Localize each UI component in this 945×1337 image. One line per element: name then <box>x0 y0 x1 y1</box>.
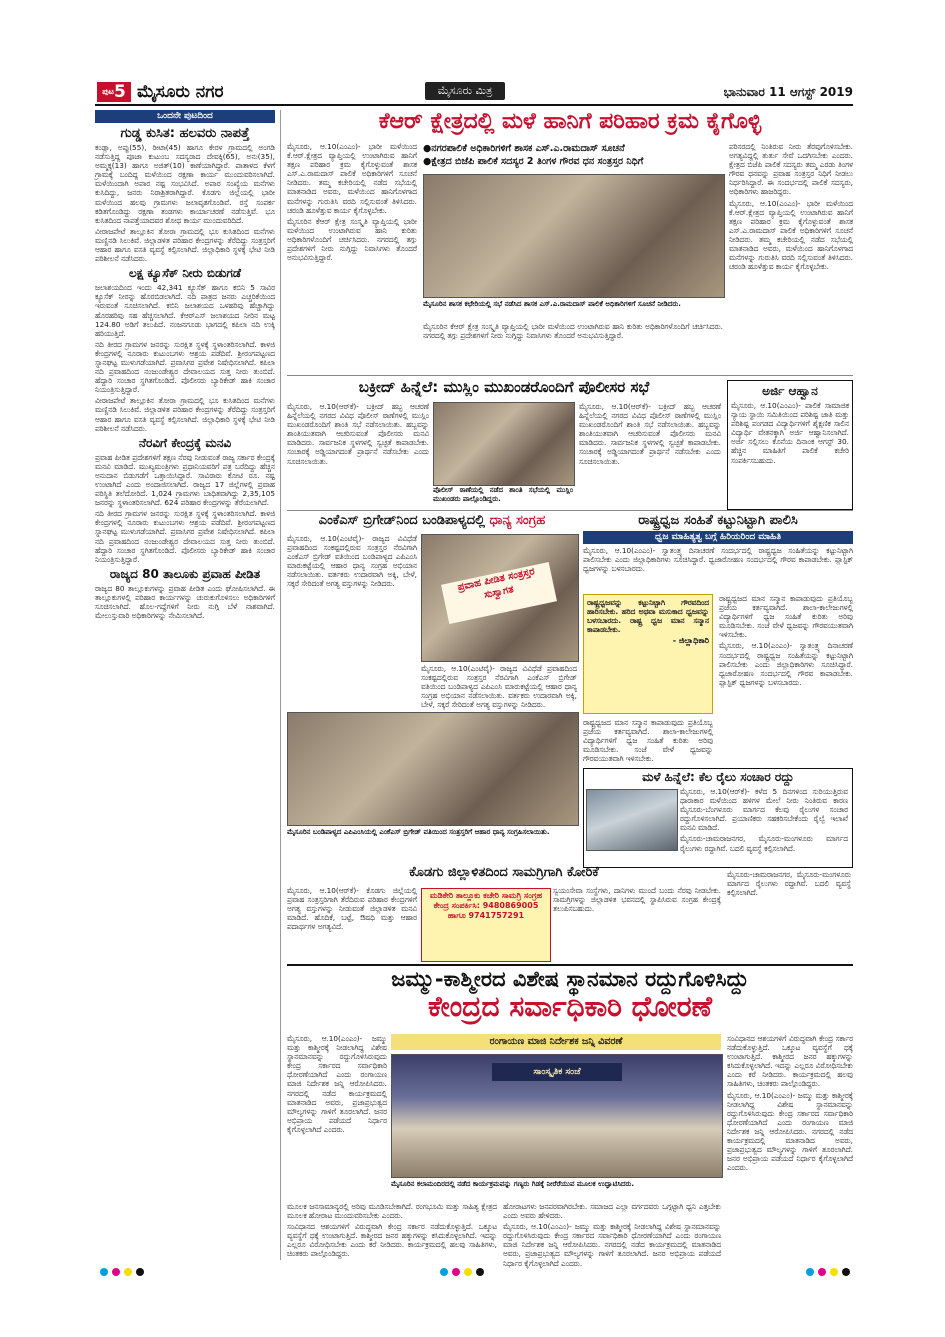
food-drive-headline <box>287 514 577 528</box>
flag-code-quote-box <box>583 594 713 714</box>
left-body-6: ರಾಜ್ಯದ 80 ತಾಲ್ಲೂಕುಗಳನ್ನು ಪ್ರವಾಹ ಪೀಡಿತ ಎಂದು ಘೋಷಿಸಲಾಗಿದೆ. ಈ ತಾಲ್ಲೂಕುಗಳಲ್ಲಿ ಪರಿಹಾರ ಕಾರ್ಯಗಳನ್ನು ಚುರುಕುಗೊಳಿಸಲು ಅಧಿಕಾರಿಗಳಿಗೆ ಸೂಚಿಸಲಾಗಿದೆ. ಹೊಲ-ಗದ್ದೆಗಳಿಗೆ ನೀರು ನುಗ್ಗಿ ಬೆಳೆ ನಾಶವಾಗಿದೆ. ಮೇಲುಸ್ತುವಾರಿ ಅಧಿಕಾರಿಗಳನ್ನು ನೇಮಿಸಲಾಗಿದೆ. <box>95 583 275 621</box>
left-body-3: ಜಲಾಶಯದಿಂದ ಇಂದು 42,341 ಕ್ಯೂಸೆಕ್ ಹಾಗೂ ಕಬಿನಿ 5 ಸಾವಿರ ಕ್ಯೂಸೆಕ್ ನೀರನ್ನು ಹೊರಬಿಡಲಾಗಿದೆ. ನದಿ ಪಾತ್ರದ ಜನರು ಎಚ್ಚರಿಕೆಯಿಂದ ಇರುವಂತೆ ಸೂಚಿಸಲಾಗಿದೆ. ಕಬಿನಿ ಜಲಾಶಯದ ಒಳಹರಿವು ಹೆಚ್ಚಾಗಿದ್ದು ಹೊರಹರಿವು ಸಹ ಹೆಚ್ಚಿಸಲಾಗಿದೆ. ಕೆಆರ್‌ಎಸ್ ಜಲಾಶಯದ ನೀರಿನ ಮಟ್ಟ 124.80 ಅಡಿಗೆ ತಲುಪಿದೆ. ನಂಜನಗೂಡು ಭಾಗದಲ್ಲಿ ಕಪಿಲಾ ನದಿ ಉಕ್ಕಿ ಹರಿಯುತ್ತಿದೆ. <box>95 283 275 338</box>
food-drive-headline-red: ಧಾನ್ಯ ಸಂಗ್ರಹ <box>489 513 546 528</box>
kashmir-photo-banner: ಸಾಂಸ್ಕೃತಿಕ ಸಂಜೆ <box>492 1063 622 1081</box>
kashmir-body-right: ಸಂವಿಧಾನದ ಆಶಯಗಳಿಗೆ ವಿರುದ್ಧವಾಗಿ ಕೇಂದ್ರ ಸರ್ಕಾರ ನಡೆದುಕೊಳ್ಳುತ್ತಿದೆ. ಒಕ್ಕೂಟ ವ್ಯವಸ್ಥೆಗೆ ಧಕ್ಕೆ ಉಂಟಾಗುತ್ತಿದೆ. ಕಾಶ್ಮೀರದ ಜನರ ಹಕ್ಕುಗಳನ್ನು ಕಸಿದುಕೊಳ್ಳಲಾಗಿದೆ. ಇದನ್ನು ಎಲ್ಲರೂ ವಿರೋಧಿಸಬೇಕು ಎಂದು ಕರೆ ನೀಡಿದರು. ಕಾರ್ಯಕ್ರಮದಲ್ಲಿ ಹಲವು ಸಾಹಿತಿಗಳು, ಚಿಂತಕರು ಪಾಲ್ಗೊಂಡಿದ್ದರು. <box>727 1034 853 1089</box>
kashmir-story <box>287 967 853 1268</box>
food-drive-body-2: ಮೈಸೂರು, ಆ.10(ಎಂಟಿವೈ)- ರಾಜ್ಯದ ವಿವಿಧೆಡೆ ಪ್ರವಾಹದಿಂದ ಸಂಕಷ್ಟದಲ್ಲಿರುವ ಸಂತ್ರಸ್ತರ ನೆರವಿಗಾಗಿ ಎಂಕೆಎಸ್ ಬ್ರಿಗೇಡ್ ವತಿಯಿಂದ ಬಂಡಿಪಾಳ್ಯದ ಎಪಿಎಂಸಿ ಮಾರುಕಟ್ಟೆಯಲ್ಲಿ ಆಹಾರ ಧಾನ್ಯ ಸಂಗ್ರಹ ಅಭಿಯಾನ ನಡೆಸಲಾಯಿತು. ವರ್ತಕರು ಉದಾರವಾಗಿ ಅಕ್ಕಿ, ಬೇಳೆ, ಸಕ್ಕರೆ ಸೇರಿದಂತೆ ಅಗತ್ಯ ವಸ್ತುಗಳನ್ನು ನೀಡಿದರು. <box>421 664 577 710</box>
food-drive-photo-1 <box>421 534 579 662</box>
top-body-left: ಮೈಸೂರು, ಆ.10(ಎಂಎಂ)- ಭಾರೀ ಮಳೆಯಿಂದ ಕೆ.ಆರ್.ಕ್ಷೇತ್ರದ ವ್ಯಾಪ್ತಿಯಲ್ಲಿ ಉಂಟಾಗಿರುವ ಹಾನಿಗೆ ತಕ್ಷಣ ಪರಿಹಾರ ಕ್ರಮ ಕೈಗೊಳ್ಳುವಂತೆ ಶಾಸಕ ಎಸ್.ಎ.ರಾಮದಾಸ್ ಪಾಲಿಕೆ ಅಧಿಕಾರಿಗಳಿಗೆ ಸೂಚನೆ ನೀಡಿದರು. ತಮ್ಮ ಕಚೇರಿಯಲ್ಲಿ ನಡೆದ ಸಭೆಯಲ್ಲಿ ಮಾತನಾಡಿದ ಅವರು, ಮಳೆಯಿಂದ ಹಾನಿಗೊಳಗಾದ ಮನೆಗಳನ್ನು ಗುರುತಿಸಿ ವರದಿ ಸಲ್ಲಿಸುವಂತೆ ತಿಳಿಸಿದರು. ಚರಂಡಿ ಹೂಳೆತ್ತುವ ಕಾರ್ಯ ಕೈಗೊಳ್ಳಬೇಕು. <box>287 142 417 215</box>
food-drive-body: ಮೈಸೂರು, ಆ.10(ಎಂಟಿವೈ)- ರಾಜ್ಯದ ವಿವಿಧೆಡೆ ಪ್ರವಾಹದಿಂದ ಸಂಕಷ್ಟದಲ್ಲಿರುವ ಸಂತ್ರಸ್ತರ ನೆರವಿಗಾಗಿ ಎಂಕೆಎಸ್ ಬ್ರಿಗೇಡ್ ವತಿಯಿಂದ ಬಂಡಿಪಾಳ್ಯದ ಎಪಿಎಂಸಿ ಮಾರುಕಟ್ಟೆಯಲ್ಲಿ ಆಹಾರ ಧಾನ್ಯ ಸಂಗ್ರಹ ಅಭಿಯಾನ ನಡೆಸಲಾಯಿತು. ವರ್ತಕರು ಉದಾರವಾಗಿ ಅಕ್ಕಿ, ಬೇಳೆ, ಸಕ್ಕರೆ ಸೇರಿದಂತೆ ಅಗತ್ಯ ವಸ್ತುಗಳನ್ನು ನೀಡಿದರು. <box>287 534 417 589</box>
flag-code-body-4: ರಾಷ್ಟ್ರಧ್ವಜದ ಮಾನ ಸನ್ಮಾನ ಕಾಪಾಡುವುದು ಪ್ರತಿಯೊಬ್ಬ ಪ್ರಜೆಯ ಕರ್ತವ್ಯವಾಗಿದೆ. ಶಾಲಾ-ಕಾಲೇಜುಗಳಲ್ಲಿ ವಿದ್ಯಾರ್ಥಿಗಳಿಗೆ ಧ್ವಜ ಸಂಹಿತೆ ಕುರಿತು ಅರಿವು ಮೂಡಿಸಬೇಕು. ಸಂಜೆ ವೇಳೆ ಧ್ವಜವನ್ನು ಗೌರವಯುತವಾಗಿ ಇಳಿಸಬೇಕು. <box>583 718 713 764</box>
kashmir-body-right-2: ಮೈಸೂರು, ಆ.10(ಎಂಎಂ)- ಜಮ್ಮು ಮತ್ತು ಕಾಶ್ಮೀರಕ್ಕೆ ನೀಡಲಾಗಿದ್ದ ವಿಶೇಷ ಸ್ಥಾನಮಾನವನ್ನು ರದ್ದುಗೊಳಿಸಿರುವುದು ಕೇಂದ್ರ ಸರ್ಕಾರದ ಸರ್ವಾಧಿಕಾರಿ ಧೋರಣೆಯಾಗಿದೆ ಎಂದು ರಂಗಾಯಣ ಮಾಜಿ ನಿರ್ದೇಶಕ ಜನ್ನಿ ಆರೋಪಿಸಿದರು. ನಗರದಲ್ಲಿ ನಡೆದ ಕಾರ್ಯಕ್ರಮದಲ್ಲಿ ಮಾತನಾಡಿದ ಅವರು, ಪ್ರಜಾಪ್ರಭುತ್ವದ ಮೌಲ್ಯಗಳನ್ನು ಗಾಳಿಗೆ ತೂರಲಾಗಿದೆ. ಜನರ ಅಭಿಪ್ರಾಯ ಪಡೆಯದೆ ನಿರ್ಧಾರ ಕೈಗೊಳ್ಳಲಾಗಿದೆ ಎಂದರು. <box>727 1090 853 1173</box>
kashmir-headline-2: ಕೇಂದ್ರದ ಸರ್ವಾಧಿಕಾರಿ ಧೋರಣೆ <box>427 990 712 1024</box>
kashmir-caption: ಮೈಸೂರಿನ ಕಲಾಮಂದಿರದಲ್ಲಿ ನಡೆದ ಕಾರ್ಯಕ್ರಮವನ್ನು ಗಣ್ಯರು ಗಿಡಕ್ಕೆ ನೀರೆರೆಯುವ ಮೂಲಕ ಉದ್ಘಾಟಿಸಿದರು. <box>391 1180 635 1188</box>
side-filler <box>727 870 851 960</box>
food-drive-story <box>287 514 577 862</box>
bakrid-headline: ಬಕ್ರೀದ್ ಹಿನ್ನೆಲೆ: ಮುಸ್ಲಿಂ ಮುಖಂಡರೊಂದಿಗೆ ಪೊಲೀಸರ ಸಭೆ <box>358 378 650 396</box>
registration-mark <box>136 1268 144 1276</box>
left-column <box>95 110 275 1260</box>
left-body-4: ನದಿ ತೀರದ ಗ್ರಾಮಗಳ ಜನರನ್ನು ಸುರಕ್ಷಿತ ಸ್ಥಳಕ್ಕೆ ಸ್ಥಳಾಂತರಿಸಲಾಗಿದೆ. ಕಾಳಜಿ ಕೇಂದ್ರಗಳಲ್ಲಿ ನೂರಾರು ಕುಟುಂಬಗಳು ಆಶ್ರಯ ಪಡೆದಿವೆ. ಶ್ರೀರಂಗಪಟ್ಟಣದ ಸ್ನಾನಘಟ್ಟ ಮುಳುಗಡೆಯಾಗಿದೆ. ಪ್ರವಾಸಿಗರ ಪ್ರವೇಶ ನಿಷೇಧಿಸಲಾಗಿದೆ. ಕಪಿಲಾ ನದಿ ಪ್ರವಾಹದಿಂದ ನಂಜುಂಡೇಶ್ವರ ದೇವಾಲಯದ ಸುತ್ತ ನೀರು ತುಂಬಿದೆ. ಹೆದ್ದಾರಿ ಸಂಚಾರ ಸ್ಥಗಿತಗೊಂಡಿದೆ. ಪೊಲೀಸರು ಬ್ಯಾರಿಕೇಡ್ ಹಾಕಿ ಸಂಚಾರ ನಿಯಂತ್ರಿಸುತ್ತಿದ್ದಾರೆ. <box>95 339 275 395</box>
left-body-2: ವೀರಾಜಪೇಟೆ ತಾಲ್ಲೂಕಿನ ತೋರಾ ಗ್ರಾಮದಲ್ಲಿ ಭೂ ಕುಸಿತದಿಂದ ಮನೆಗಳು ಮಣ್ಣಿನಡಿ ಸಿಲುಕಿವೆ. ಜಿಲ್ಲಾಡಳಿತ ಪರಿಹಾರ ಕೇಂದ್ರಗಳನ್ನು ತೆರೆದಿದ್ದು ಸಂತ್ರಸ್ತರಿಗೆ ಆಹಾರ ಹಾಗೂ ವಸತಿ ವ್ಯವಸ್ಥೆ ಕಲ್ಪಿಸಲಾಗಿದೆ. ಜಿಲ್ಲಾಧಿಕಾರಿ ಸ್ಥಳಕ್ಕೆ ಭೇಟಿ ನೀಡಿ ಪರಿಶೀಲನೆ ನಡೆಸಿದರು. <box>95 226 275 264</box>
section-title: ಮೈಸೂರು ನಗರ <box>137 82 224 102</box>
notice-box <box>727 380 853 510</box>
top-photo-caption: ಮೈಸೂರಿನ ಶಾಸಕ ಕಛೇರಿಯಲ್ಲಿ ಸಭೆ ನಡೆಸಿದ ಶಾಸಕ ಎಸ್.ಎ.ರಾಮದಾಸ್ ಪಾಲಿಕೆ ಅಧಿಕಾರಿಗಳಿಗೆ ಸೂಚನೆ ನೀಡಿದರು. <box>423 300 681 308</box>
registration-mark <box>124 1268 132 1276</box>
divider <box>287 375 853 376</box>
kashmir-headline-1: ಜಮ್ಮು-ಕಾಶ್ಮೀರದ ವಿಶೇಷ ಸ್ಥಾನಮಾನ ರದ್ದುಗೊಳಿಸಿದ್ದು <box>391 967 749 991</box>
registration-mark <box>100 1268 108 1276</box>
top-story-photo <box>423 174 725 298</box>
left-headline: ಗುಡ್ಡ ಕುಸಿತ: ಹಲವರು ನಾಪತ್ತೆ <box>120 126 250 141</box>
flag-code-bar: ಧ್ವಜ ಮಾಹಿತ್ಯತ್ವ ಬಗ್ಗೆ ಹಿರಿಯರಿಂದ ಮಾಹಿತಿ <box>583 531 853 544</box>
registration-mark <box>806 1268 814 1276</box>
flag-code-signature: - ಜಿಲ್ಲಾಧಿಕಾರಿ <box>672 636 709 646</box>
top-story <box>287 110 853 372</box>
kodagu-body-left: ಮೈಸೂರು, ಆ.10(ಆರ್‌ಕೆ)- ಕೊಡಗು ಜಿಲ್ಲೆಯಲ್ಲಿ ಪ್ರವಾಹ ಸಂತ್ರಸ್ತರಿಗಾಗಿ ತೆರೆದಿರುವ ಪರಿಹಾರ ಕೇಂದ್ರಗಳಿಗೆ ಅಗತ್ಯ ವಸ್ತುಗಳನ್ನು ನೀಡುವಂತೆ ಜಿಲ್ಲಾಡಳಿತ ಮನವಿ ಮಾಡಿದೆ. ಹೊದಿಕೆ, ಬಟ್ಟೆ, ಔಷಧಿ ಮತ್ತು ಆಹಾರ ಪದಾರ್ಥಗಳ ಅಗತ್ಯವಿದೆ. <box>287 886 417 932</box>
kashmir-body-bottom-2: ಹೋರಾಟಗಳು ಜನಪರವಾಗಿರಬೇಕು. ಸಮಾಜದ ಎಲ್ಲಾ ವರ್ಗದವರು ಒಗ್ಗಟ್ಟಾಗಿ ಧ್ವನಿ ಎತ್ತಬೇಕು ಎಂದು ಅವರು ಹೇಳಿದರು. <box>503 1202 721 1221</box>
page-number-value: 5 <box>113 82 126 102</box>
bakrid-story <box>287 380 721 506</box>
kashmir-photo <box>391 1054 723 1178</box>
top-headline: ಕೆಆರ್ ಕ್ಷೇತ್ರದಲ್ಲಿ ಮಳೆ ಹಾನಿಗೆ ಪರಿಹಾರ ಕ್ರಮ ಕೈಗೊಳ್ಳಿ <box>378 109 762 134</box>
rail-body-2: ಮೈಸೂರು-ಚಾಮರಾಜನಗರ, ಮೈಸೂರು-ಮಂಗಳೂರು ಮಾರ್ಗದ ರೈಲುಗಳು ರದ್ದಾಗಿವೆ. ಬದಲಿ ವ್ಯವಸ್ಥೆ ಕಲ್ಪಿಸಲಾಗಿದೆ. <box>680 834 848 853</box>
kashmir-body-bottom-1: ಮೂಲಕ ಜನಸಾಮಾನ್ಯರಲ್ಲಿ ಅರಿವು ಮೂಡಿಸಬೇಕಾಗಿದೆ. ರಂಗಭೂಮಿ ಮತ್ತು ಸಾಹಿತ್ಯ ಕ್ಷೇತ್ರದ ಮೂಲಕ ಹೋರಾಟ ಮುಂದುವರಿಸಬೇಕು ಎಂದರು. <box>287 1202 497 1221</box>
kashmir-body-left: ಮೈಸೂರು, ಆ.10(ಎಂಎಂ)- ಜಮ್ಮು ಮತ್ತು ಕಾಶ್ಮೀರಕ್ಕೆ ನೀಡಲಾಗಿದ್ದ ವಿಶೇಷ ಸ್ಥಾನಮಾನವನ್ನು ರದ್ದುಗೊಳಿಸಿರುವುದು ಕೇಂದ್ರ ಸರ್ಕಾರದ ಸರ್ವಾಧಿಕಾರಿ ಧೋರಣೆಯಾಗಿದೆ ಎಂದು ರಂಗಾಯಣ ಮಾಜಿ ನಿರ್ದೇಶಕ ಜನ್ನಿ ಆರೋಪಿಸಿದರು. ನಗರದಲ್ಲಿ ನಡೆದ ಕಾರ್ಯಕ್ರಮದಲ್ಲಿ ಮಾತನಾಡಿದ ಅವರು, ಪ್ರಜಾಪ್ರಭುತ್ವದ ಮೌಲ್ಯಗಳನ್ನು ಗಾಳಿಗೆ ತೂರಲಾಗಿದೆ. ಜನರ ಅಭಿಪ್ರಾಯ ಪಡೆಯದೆ ನಿರ್ಧಾರ ಕೈಗೊಳ್ಳಲಾಗಿದೆ ಎಂದರು. <box>287 1034 387 1134</box>
registration-mark <box>842 1268 850 1276</box>
notice-title: ಅರ್ಜಿ ಆಹ್ವಾನ <box>762 384 818 398</box>
flag-code-body: ಮೈಸೂರು, ಆ.10(ಎಂಎಂ)- ಸ್ವಾತಂತ್ರ್ಯ ದಿನಾಚರಣೆ ಸಂದರ್ಭದಲ್ಲಿ ರಾಷ್ಟ್ರಧ್ವಜ ಸಂಹಿತೆಯನ್ನು ಕಟ್ಟುನಿಟ್ಟಾಗಿ ಪಾಲಿಸಬೇಕು ಎಂದು ಜಿಲ್ಲಾಧಿಕಾರಿಗಳು ಸೂಚಿಸಿದ್ದಾರೆ. ಧ್ವಜಾರೋಹಣ ಸಂದರ್ಭದಲ್ಲಿ ಗೌರವ ಕಾಪಾಡಬೇಕು. ಪ್ಲಾಸ್ಟಿಕ್ ಧ್ವಜಗಳನ್ನು ಬಳಸಬಾರದು. <box>583 545 853 573</box>
flag-code-story <box>583 514 853 762</box>
divider <box>287 964 853 966</box>
notice-body: ಮೈಸೂರು, ಆ.10(ಎಂಎಂ)- ಪಾಲಿಕೆ ಸಾಮಾಜಿಕ ನ್ಯಾಯ ಸ್ಥಾಯಿ ಸಮಿತಿಯಿಂದ ಪರಿಶಿಷ್ಟ ಜಾತಿ ಮತ್ತು ಪರಿಶಿಷ್ಟ ಪಂಗಡದ ವಿದ್ಯಾರ್ಥಿಗಳಿಗೆ ಶೈಕ್ಷಣಿಕ ಸಾಲಿನ ವಿದ್ಯಾರ್ಥಿ ವೇತನಕ್ಕಾಗಿ ಅರ್ಜಿ ಆಹ್ವಾನಿಸಲಾಗಿದೆ. ಅರ್ಜಿ ಸಲ್ಲಿಸಲು ಕೊನೆಯ ದಿನಾಂಕ ಆಗಸ್ಟ್ 30. ಹೆಚ್ಚಿನ ಮಾಹಿತಿಗೆ ಪಾಲಿಕೆ ಕಚೇರಿ ಸಂಪರ್ಕಿಸಬಹುದು. <box>731 401 849 465</box>
column-rule <box>280 110 281 1260</box>
kodagu-contact-box: ಮಡಿಕೇರಿ ತಾಲ್ಲೂಕು ಕಚೇರಿ ಸಾಮಗ್ರಿ ಸಂಗ್ರಹ ಕೇಂದ್ರ ಸಂಪರ್ಕಿಸಿ: 9480869005 ಹಾಗೂ 9741757291 <box>421 888 551 962</box>
left-body-1: ಕಂಡ್ಲಾ, ಅಪ್ಪು(55), ರೀಟಾ(45) ಹಾಗೂ ಕೇರಳ ಗ್ರಾಮದಲ್ಲಿ ಅಂಗಡಿ ನಡೆಸುತ್ತಿದ್ದ ಪೂಜಾ ಕುಟುಂಬ ಸದಸ್ಯರಾದ ದೇವಕ್ಕಿ(65), ಅನು(35), ಅಮ್ಮಕ್ಕ(13) ಹಾಗೂ ಅಜಿತ್(10) ಕಾಣೆಯಾಗಿದ್ದಾರೆ. ಪಾತಾಳದ ಕೆಳಗೆ ಗ್ರಾಮಕ್ಕೆ ಬಂದಿದ್ದ ಮಳೆಯಿಂದ ರಕ್ಷಣಾ ಕಾರ್ಯ ಮುಂದುವರಿಸಲಾಗಿದೆ. ಮಳೆಯಿಂದಾಗಿ ಅಪಾರ ನಷ್ಟ ಸಂಭವಿಸಿದೆ. ಅಪಾರ ಸಂಖ್ಯೆಯ ಮನೆಗಳು ಕುಸಿದಿದ್ದು, ಜನರು ನಿರಾಶ್ರಿತರಾಗಿದ್ದಾರೆ. ಕೊಡಗು ಜಿಲ್ಲೆಯಲ್ಲಿ ಭಾರೀ ಮಳೆಯಿಂದ ಹಲವು ಗ್ರಾಮಗಳು ಜಲಾವೃತಗೊಂಡಿವೆ. ರಸ್ತೆ ಸಂಪರ್ಕ ಕಡಿತಗೊಂಡಿದ್ದು ರಕ್ಷಣಾ ತಂಡಗಳು ಕಾರ್ಯಾಚರಣೆ ನಡೆಸುತ್ತಿವೆ. ಭೂ ಕುಸಿತದಿಂದ ನಾಪತ್ತೆಯಾದವರ ಶೋಧ ಕಾರ್ಯ ಮುಂದುವರಿದಿದೆ. <box>95 143 275 225</box>
bakrid-caption: ಪೊಲೀಸ್ ಠಾಣೆಯಲ್ಲಿ ನಡೆದ ಶಾಂತಿ ಸಭೆಯಲ್ಲಿ ಮುಸ್ಲಿಂ ಮುಖಂಡರು ಪಾಲ್ಗೊಂಡಿದ್ದರು. <box>433 486 573 503</box>
continued-banner: ಒಂದನೇ ಪುಟದಿಂದ <box>95 110 275 123</box>
flag-code-quote: ರಾಷ್ಟ್ರಧ್ವಜವನ್ನು ಕಟ್ಟುನಿಟ್ಟಾಗಿ ಗೌರವದಿಂದ ಹಾರಿಸಬೇಕು. ಹರಿದ ಅಥವಾ ಮಸುಕಾದ ಧ್ವಜವನ್ನು ಬಳಸಬಾರದು. ರಾಷ್ಟ್ರ ಧ್ವಜ ಮಾನ ಸನ್ಮಾನ ಕಾಪಾಡಬೇಕು. <box>587 598 709 635</box>
registration-mark <box>440 1268 448 1276</box>
side-filler-text: ಮೈಸೂರು-ಚಾಮರಾಜನಗರ, ಮೈಸೂರು-ಮಂಗಳೂರು ಮಾರ್ಗದ ರೈಲುಗಳು ರದ್ದಾಗಿವೆ. ಬದಲಿ ವ್ಯವಸ್ಥೆ ಕಲ್ಪಿಸಲಾಗಿದೆ. <box>727 870 851 898</box>
left-subhead-3: ರಾಜ್ಯದ 80 ತಾಲೂಕು ಪ್ರವಾಹ ಪೀಡಿತ <box>109 566 261 581</box>
bakrid-body-2: ಮೈಸೂರು, ಆ.10(ಆರ್‌ಕೆ)- ಬಕ್ರೀದ್ ಹಬ್ಬ ಆಚರಣೆ ಹಿನ್ನೆಲೆಯಲ್ಲಿ ನಗರದ ವಿವಿಧ ಪೊಲೀಸ್ ಠಾಣೆಗಳಲ್ಲಿ ಮುಸ್ಲಿಂ ಮುಖಂಡರೊಂದಿಗೆ ಶಾಂತಿ ಸಭೆ ನಡೆಸಲಾಯಿತು. ಹಬ್ಬವನ್ನು ಶಾಂತಿಯುತವಾಗಿ ಆಚರಿಸುವಂತೆ ಪೊಲೀಸರು ಮನವಿ ಮಾಡಿದರು. ಸಾರ್ವಜನಿಕ ಸ್ಥಳಗಳಲ್ಲಿ ಸ್ವಚ್ಛತೆ ಕಾಪಾಡಬೇಕು. ಸಂಚಾರಕ್ಕೆ ಅಡ್ಡಿಯಾಗದಂತೆ ಪ್ರಾರ್ಥನೆ ನಡೆಸಬೇಕು ಎಂದು ಸೂಚಿಸಲಾಯಿತು. <box>579 402 721 466</box>
left-body-4b: ವೀರಾಜಪೇಟೆ ತಾಲ್ಲೂಕಿನ ತೋರಾ ಗ್ರಾಮದಲ್ಲಿ ಭೂ ಕುಸಿತದಿಂದ ಮನೆಗಳು ಮಣ್ಣಿನಡಿ ಸಿಲುಕಿವೆ. ಜಿಲ್ಲಾಡಳಿತ ಪರಿಹಾರ ಕೇಂದ್ರಗಳನ್ನು ತೆರೆದಿದ್ದು ಸಂತ್ರಸ್ತರಿಗೆ ಆಹಾರ ಹಾಗೂ ವಸತಿ ವ್ಯವಸ್ಥೆ ಕಲ್ಪಿಸಲಾಗಿದೆ. ಜಿಲ್ಲಾಧಿಕಾರಿ ಸ್ಥಳಕ್ಕೆ ಭೇಟಿ ನೀಡಿ ಪರಿಶೀಲನೆ ನಡೆಸಿದರು. <box>95 396 275 433</box>
top-body-bottom: ಮೈಸೂರಿನ ಕೆಆರ್ ಕ್ಷೇತ್ರ ಸಂಸ್ಕೃತಿ ವ್ಯಾಪ್ತಿಯಲ್ಲಿ ಭಾರೀ ಮಳೆಯಿಂದ ಉಂಟಾಗಿರುವ ಹಾನಿ ಕುರಿತು ಅಧಿಕಾರಿಗಳೊಂದಿಗೆ ಚರ್ಚಿಸಿದರು. ನಗರದಲ್ಲಿ ತಗ್ಗು ಪ್ರದೇಶಗಳಿಗೆ ನೀರು ನುಗ್ಗಿದ್ದು ನಿವಾಸಿಗಳು ತೊಂದರೆ ಅನುಭವಿಸುತ್ತಿದ್ದಾರೆ. <box>423 322 723 341</box>
divider <box>287 510 853 511</box>
kashmir-kicker: ರಂಗಾಯಣ ಮಾಜಿ ನಿರ್ದೇಶಕ ಜನ್ನಿ ವಿವರಣೆ <box>391 1034 721 1050</box>
newspaper-page <box>95 80 853 1268</box>
masthead-logo: ಮೈಸೂರು ಮಿತ್ರ <box>425 82 505 100</box>
food-drive-headline-black: ಎಂಕೆಎಸ್ ಬ್ರಿಗೇಡ್‌ನಿಂದ ಬಂಡಿಪಾಳ್ಯದಲ್ಲಿ <box>318 513 490 528</box>
left-body-5: ಪ್ರವಾಹ ಪೀಡಿತ ಪ್ರದೇಶಗಳಿಗೆ ತಕ್ಷಣ ನೆರವು ನೀಡುವಂತೆ ರಾಜ್ಯ ಸರ್ಕಾರ ಕೇಂದ್ರಕ್ಕೆ ಮನವಿ ಮಾಡಿದೆ. ಮುಖ್ಯಮಂತ್ರಿಗಳು ಪ್ರಧಾನಿಯವರಿಗೆ ಪತ್ರ ಬರೆದಿದ್ದು ಹೆಚ್ಚಿನ ಅನುದಾನ ಬಿಡುಗಡೆಗೆ ಒತ್ತಾಯಿಸಿದ್ದಾರೆ. ಸಾವಿರಾರು ಕೋಟಿ ರೂ. ನಷ್ಟ ಉಂಟಾಗಿದೆ ಎಂದು ಅಂದಾಜಿಸಲಾಗಿದೆ. ರಾಜ್ಯದ 17 ಜಿಲ್ಲೆಗಳಲ್ಲಿ ಪ್ರವಾಹ ಪರಿಸ್ಥಿತಿ ತಲೆದೋರಿದೆ. 1,024 ಗ್ರಾಮಗಳು ಬಾಧಿತವಾಗಿದ್ದು 2,35,105 ಜನರನ್ನು ಸ್ಥಳಾಂತರಿಸಲಾಗಿದೆ. 624 ಪರಿಹಾರ ಕೇಂದ್ರಗಳನ್ನು ತೆರೆಯಲಾಗಿದೆ. <box>95 452 275 508</box>
rail-headline: ಮಳೆ ಹಿನ್ನೆಲೆ: ಕೆಲ ರೈಲು ಸಂಚಾರ ರದ್ದು <box>642 770 794 784</box>
kashmir-body-bottom-2b: ಮೈಸೂರು, ಆ.10(ಎಂಎಂ)- ಜಮ್ಮು ಮತ್ತು ಕಾಶ್ಮೀರಕ್ಕೆ ನೀಡಲಾಗಿದ್ದ ವಿಶೇಷ ಸ್ಥಾನಮಾನವನ್ನು ರದ್ದುಗೊಳಿಸಿರುವುದು ಕೇಂದ್ರ ಸರ್ಕಾರದ ಸರ್ವಾಧಿಕಾರಿ ಧೋರಣೆಯಾಗಿದೆ ಎಂದು ರಂಗಾಯಣ ಮಾಜಿ ನಿರ್ದೇಶಕ ಜನ್ನಿ ಆರೋಪಿಸಿದರು. ನಗರದಲ್ಲಿ ನಡೆದ ಕಾರ್ಯಕ್ರಮದಲ್ಲಿ ಮಾತನಾಡಿದ ಅವರು, ಪ್ರಜಾಪ್ರಭುತ್ವದ ಮೌಲ್ಯಗಳನ್ನು ಗಾಳಿಗೆ ತೂರಲಾಗಿದೆ. ಜನರ ಅಭಿಪ್ರಾಯ ಪಡೆಯದೆ ನಿರ್ಧಾರ ಕೈಗೊಳ್ಳಲಾಗಿದೆ ಎಂದರು. <box>503 1222 721 1268</box>
food-drive-banner: ಪ್ರವಾಹ ಪೀಡಿತ ಸಂತ್ರಸ್ತರ ಸುಸ್ವಾಗತ <box>441 562 557 624</box>
registration-mark <box>112 1268 120 1276</box>
food-drive-caption: ಮೈಸೂರಿನ ಬಂಡಿಪಾಳ್ಯದ ಎಪಿಎಂಸಿಯಲ್ಲಿ ಎಂಕೆಎಸ್ ಬ್ರಿಗೇಡ್ ವತಿಯಿಂದ ಸಂತ್ರಸ್ತರಿಗೆ ಆಹಾರ ಧಾನ್ಯ ಸಂಗ್ರಹಿಸಲಾಯಿತು. <box>287 828 550 836</box>
top-bullet-1: ●ನಗರಪಾಲಿಕೆ ಅಧಿಕಾರಿಗಳಿಗೆ ಶಾಸಕ ಎಸ್.ಎ.ರಾಮದಾಸ್ ಸೂಚನೆ <box>423 143 625 154</box>
top-body-right: ಪರಿಸರದಲ್ಲಿ ನಿಂತಿರುವ ನೀರು ತೆರವುಗೊಳಿಸಬೇಕು. ಅಗತ್ಯವಿದ್ದಲ್ಲಿ ತುರ್ತು ಸೇವೆ ಒದಗಿಸಬೇಕು ಎಂದರು. ಕ್ಷೇತ್ರದ ಬಿಜೆಪಿ ಪಾಲಿಕೆ ಸದಸ್ಯರು ತಮ್ಮ ಎರಡು ತಿಂಗಳ ಗೌರವ ಧನವನ್ನು ಪ್ರವಾಹ ಸಂತ್ರಸ್ತರ ನಿಧಿಗೆ ನೀಡಲು ನಿರ್ಧರಿಸಿದ್ದಾರೆ. ಈ ಸಂದರ್ಭದಲ್ಲಿ ಪಾಲಿಕೆ ಸದಸ್ಯರು, ಅಧಿಕಾರಿಗಳು ಹಾಜರಿದ್ದರು. <box>729 142 853 197</box>
page-header <box>95 80 853 106</box>
flag-code-headline: ರಾಷ್ಟ್ರಧ್ವಜ ಸಂಹಿತೆ ಕಟ್ಟುನಿಟ್ಟಾಗಿ ಪಾಲಿಸಿ <box>638 513 798 528</box>
left-subhead-2: ನೆರವಿಗೆ ಕೇಂದ್ರಕ್ಕೆ ಮನವಿ <box>138 435 232 450</box>
flag-code-body-2: ರಾಷ್ಟ್ರಧ್ವಜದ ಮಾನ ಸನ್ಮಾನ ಕಾಪಾಡುವುದು ಪ್ರತಿಯೊಬ್ಬ ಪ್ರಜೆಯ ಕರ್ತವ್ಯವಾಗಿದೆ. ಶಾಲಾ-ಕಾಲೇಜುಗಳಲ್ಲಿ ವಿದ್ಯಾರ್ಥಿಗಳಿಗೆ ಧ್ವಜ ಸಂಹಿತೆ ಕುರಿತು ಅರಿವು ಮೂಡಿಸಬೇಕು. ಸಂಜೆ ವೇಳೆ ಧ್ವಜವನ್ನು ಗೌರವಯುತವಾಗಿ ಇಳಿಸಬೇಕು. <box>719 594 853 640</box>
page-number <box>97 82 131 102</box>
bakrid-photo <box>433 402 575 486</box>
top-body-left-2: ಮೈಸೂರಿನ ಕೆಆರ್ ಕ್ಷೇತ್ರ ಸಂಸ್ಕೃತಿ ವ್ಯಾಪ್ತಿಯಲ್ಲಿ ಭಾರೀ ಮಳೆಯಿಂದ ಉಂಟಾಗಿರುವ ಹಾನಿ ಕುರಿತು ಅಧಿಕಾರಿಗಳೊಂದಿಗೆ ಚರ್ಚಿಸಿದರು. ನಗರದಲ್ಲಿ ತಗ್ಗು ಪ್ರದೇಶಗಳಿಗೆ ನೀರು ನುಗ್ಗಿದ್ದು ನಿವಾಸಿಗಳು ತೊಂದರೆ ಅನುಭವಿಸುತ್ತಿದ್ದಾರೆ. <box>287 216 417 263</box>
issue-date: ಭಾನುವಾರ 11 ಆಗಸ್ಟ್ 2019 <box>723 85 853 99</box>
registration-mark <box>818 1268 826 1276</box>
registration-mark <box>464 1268 472 1276</box>
kashmir-body-bottom-1b: ಸಂವಿಧಾನದ ಆಶಯಗಳಿಗೆ ವಿರುದ್ಧವಾಗಿ ಕೇಂದ್ರ ಸರ್ಕಾರ ನಡೆದುಕೊಳ್ಳುತ್ತಿದೆ. ಒಕ್ಕೂಟ ವ್ಯವಸ್ಥೆಗೆ ಧಕ್ಕೆ ಉಂಟಾಗುತ್ತಿದೆ. ಕಾಶ್ಮೀರದ ಜನರ ಹಕ್ಕುಗಳನ್ನು ಕಸಿದುಕೊಳ್ಳಲಾಗಿದೆ. ಇದನ್ನು ಎಲ್ಲರೂ ವಿರೋಧಿಸಬೇಕು ಎಂದು ಕರೆ ನೀಡಿದರು. ಕಾರ್ಯಕ್ರಮದಲ್ಲಿ ಹಲವು ಸಾಹಿತಿಗಳು, ಚಿಂತಕರು ಪಾಲ್ಗೊಂಡಿದ್ದರು. <box>287 1222 497 1259</box>
top-body-right-2: ಮೈಸೂರು, ಆ.10(ಎಂಎಂ)- ಭಾರೀ ಮಳೆಯಿಂದ ಕೆ.ಆರ್.ಕ್ಷೇತ್ರದ ವ್ಯಾಪ್ತಿಯಲ್ಲಿ ಉಂಟಾಗಿರುವ ಹಾನಿಗೆ ತಕ್ಷಣ ಪರಿಹಾರ ಕ್ರಮ ಕೈಗೊಳ್ಳುವಂತೆ ಶಾಸಕ ಎಸ್.ಎ.ರಾಮದಾಸ್ ಪಾಲಿಕೆ ಅಧಿಕಾರಿಗಳಿಗೆ ಸೂಚನೆ ನೀಡಿದರು. ತಮ್ಮ ಕಚೇರಿಯಲ್ಲಿ ನಡೆದ ಸಭೆಯಲ್ಲಿ ಮಾತನಾಡಿದ ಅವರು, ಮಳೆಯಿಂದ ಹಾನಿಗೊಳಗಾದ ಮನೆಗಳನ್ನು ಗುರುತಿಸಿ ವರದಿ ಸಲ್ಲಿಸುವಂತೆ ತಿಳಿಸಿದರು. ಚರಂಡಿ ಹೂಳೆತ್ತುವ ಕಾರ್ಯ ಕೈಗೊಳ್ಳಬೇಕು. <box>729 198 853 272</box>
kodagu-headline: ಕೊಡಗು ಜಿಲ್ಲಾಳಿತದಿಂದ ಸಾಮಗ್ರಿಗಾಗಿ ಕೋರಿಕೆ <box>409 865 599 880</box>
rail-body: ಮೈಸೂರು, ಆ.10(ಆರ್‌ಕೆ)- ಕಳೆದ 5 ದಿನಗಳಿಂದ ಸುರಿಯುತ್ತಿರುವ ಧಾರಾಕಾರ ಮಳೆಯಿಂದ ಹಳಿಗಳ ಮೇಲೆ ನೀರು ನಿಂತಿರುವ ಕಾರಣ ಮೈಸೂರು-ಬೆಂಗಳೂರು ಮಾರ್ಗದ ಕೆಲವು ರೈಲುಗಳ ಸಂಚಾರ ರದ್ದುಗೊಳಿಸಲಾಗಿದೆ. ಪ್ರಯಾಣಿಕರು ಸಹಕರಿಸಬೇಕೆಂದು ರೈಲ್ವೆ ಇಲಾಖೆ ಮನವಿ ಮಾಡಿದೆ. <box>680 787 848 833</box>
food-drive-photo-2 <box>287 712 579 826</box>
registration-mark <box>830 1268 838 1276</box>
flag-code-body-3: ಮೈಸೂರು, ಆ.10(ಎಂಎಂ)- ಸ್ವಾತಂತ್ರ್ಯ ದಿನಾಚರಣೆ ಸಂದರ್ಭದಲ್ಲಿ ರಾಷ್ಟ್ರಧ್ವಜ ಸಂಹಿತೆಯನ್ನು ಕಟ್ಟುನಿಟ್ಟಾಗಿ ಪಾಲಿಸಬೇಕು ಎಂದು ಜಿಲ್ಲಾಧಿಕಾರಿಗಳು ಸೂಚಿಸಿದ್ದಾರೆ. ಧ್ವಜಾರೋಹಣ ಸಂದರ್ಭದಲ್ಲಿ ಗೌರವ ಕಾಪಾಡಬೇಕು. ಪ್ಲಾಸ್ಟಿಕ್ ಧ್ವಜಗಳನ್ನು ಬಳಸಬಾರದು. <box>719 641 853 687</box>
rail-story <box>583 768 853 868</box>
left-body-5b: ನದಿ ತೀರದ ಗ್ರಾಮಗಳ ಜನರನ್ನು ಸುರಕ್ಷಿತ ಸ್ಥಳಕ್ಕೆ ಸ್ಥಳಾಂತರಿಸಲಾಗಿದೆ. ಕಾಳಜಿ ಕೇಂದ್ರಗಳಲ್ಲಿ ನೂರಾರು ಕುಟುಂಬಗಳು ಆಶ್ರಯ ಪಡೆದಿವೆ. ಶ್ರೀರಂಗಪಟ್ಟಣದ ಸ್ನಾನಘಟ್ಟ ಮುಳುಗಡೆಯಾಗಿದೆ. ಪ್ರವಾಸಿಗರ ಪ್ರವೇಶ ನಿಷೇಧಿಸಲಾಗಿದೆ. ಕಪಿಲಾ ನದಿ ಪ್ರವಾಹದಿಂದ ನಂಜುಂಡೇಶ್ವರ ದೇವಾಲಯದ ಸುತ್ತ ನೀರು ತುಂಬಿದೆ. ಹೆದ್ದಾರಿ ಸಂಚಾರ ಸ್ಥಗಿತಗೊಂಡಿದೆ. ಪೊಲೀಸರು ಬ್ಯಾರಿಕೇಡ್ ಹಾಕಿ ಸಂಚಾರ ನಿಯಂತ್ರಿಸುತ್ತಿದ್ದಾರೆ. <box>95 509 275 564</box>
page-label: ಪುಟ <box>102 87 114 96</box>
left-subhead-1: ಲಕ್ಷ ಕ್ಯೂಸೆಕ್ ನೀರು ಬಿಡುಗಡೆ <box>128 266 242 281</box>
registration-mark <box>452 1268 460 1276</box>
rail-photo <box>586 789 678 851</box>
kodagu-story <box>287 866 721 962</box>
kodagu-body-right: ಸ್ವಯಂಸೇವಾ ಸಂಸ್ಥೆಗಳು, ದಾನಿಗಳು ಮುಂದೆ ಬಂದು ನೆರವು ನೀಡಬೇಕು. ಸಾಮಗ್ರಿಗಳನ್ನು ಜಿಲ್ಲಾಡಳಿತ ಭವನದಲ್ಲಿ ಸ್ಥಾಪಿಸಿರುವ ಸಂಗ್ರಹ ಕೇಂದ್ರಕ್ಕೆ ತಲುಪಿಸಬಹುದು. <box>553 886 721 914</box>
bakrid-body: ಮೈಸೂರು, ಆ.10(ಆರ್‌ಕೆ)- ಬಕ್ರೀದ್ ಹಬ್ಬ ಆಚರಣೆ ಹಿನ್ನೆಲೆಯಲ್ಲಿ ನಗರದ ವಿವಿಧ ಪೊಲೀಸ್ ಠಾಣೆಗಳಲ್ಲಿ ಮುಸ್ಲಿಂ ಮುಖಂಡರೊಂದಿಗೆ ಶಾಂತಿ ಸಭೆ ನಡೆಸಲಾಯಿತು. ಹಬ್ಬವನ್ನು ಶಾಂತಿಯುತವಾಗಿ ಆಚರಿಸುವಂತೆ ಪೊಲೀಸರು ಮನವಿ ಮಾಡಿದರು. ಸಾರ್ವಜನಿಕ ಸ್ಥಳಗಳಲ್ಲಿ ಸ್ವಚ್ಛತೆ ಕಾಪಾಡಬೇಕು. ಸಂಚಾರಕ್ಕೆ ಅಡ್ಡಿಯಾಗದಂತೆ ಪ್ರಾರ್ಥನೆ ನಡೆಸಬೇಕು ಎಂದು ಸೂಚಿಸಲಾಯಿತು. <box>287 402 429 466</box>
registration-mark <box>476 1268 484 1276</box>
top-bullet-2: ●ಕ್ಷೇತ್ರದ ಬಿಜೆಪಿ ಪಾಲಿಕೆ ಸದಸ್ಯರ 2 ತಿಂಗಳ ಗೌರವ ಧನ ಸಂತ್ರಸ್ತರ ನಿಧಿಗೆ <box>423 156 644 167</box>
